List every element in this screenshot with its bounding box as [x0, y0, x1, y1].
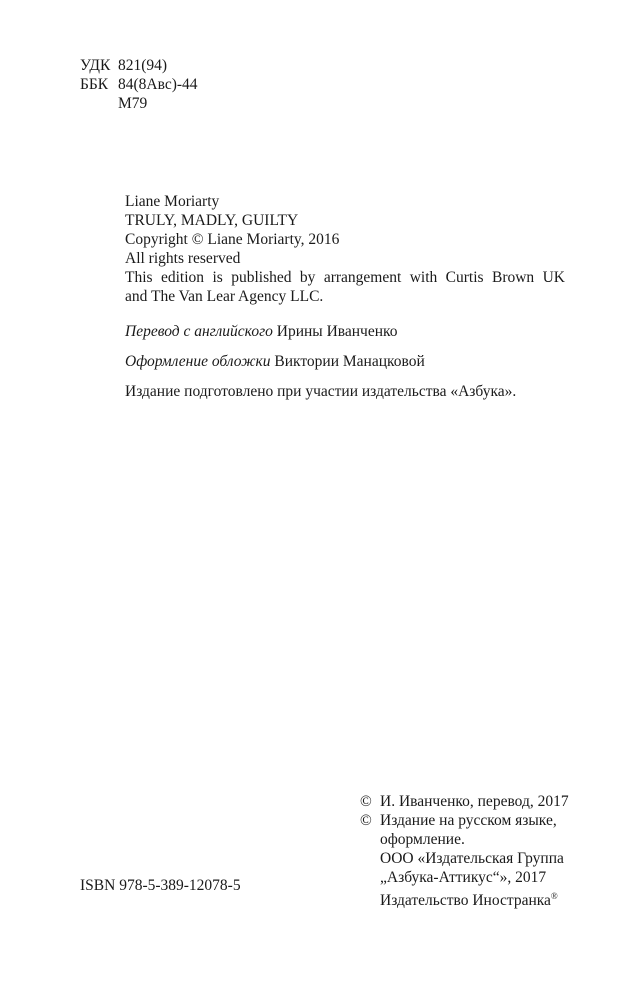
isbn: ISBN 978-5-389-12078-5 [80, 877, 241, 894]
translation-name: Ирины Иванченко [276, 323, 398, 340]
copyright-entry2-line1: Издание на русском языке, [380, 812, 557, 829]
author-mark-line [80, 94, 198, 113]
author-mark: М79 [118, 95, 148, 112]
original-edition-block [125, 192, 565, 306]
copyright-entry2-line4: „Азбука-Аттикус“», 2017 [380, 869, 547, 886]
registered-mark: ® [550, 891, 558, 901]
copyright-entry-edition [360, 811, 580, 830]
cover-name: Виктории Манацковой [274, 353, 425, 370]
cover-label: Оформление обложки [125, 353, 271, 370]
prepared-note: Издание подготовлено при участии издательства «Азбука». [125, 383, 517, 400]
translation-label: Перевод с английского [125, 323, 273, 340]
copyright-entry1: И. Иванченко, перевод, 2017 [380, 793, 569, 810]
original-title: TRULY, MADLY, GUILTY [125, 212, 299, 229]
bbk-value: 84(8Авс)-44 [118, 76, 198, 93]
copyright-entry2-line5-wrap [380, 887, 580, 910]
udk-line [80, 56, 198, 75]
copyright-entry2-line3: ООО «Издательская Группа [380, 850, 564, 867]
copyright-entry-translation [360, 792, 580, 811]
copyright-entry2-line5: Издательство Иностранка [380, 892, 551, 909]
original-author: Liane Moriarty [125, 193, 220, 210]
bbk-line [80, 75, 198, 94]
original-copyright: Copyright © Liane Moriarty, 2016 [125, 231, 340, 248]
classification-block [80, 56, 198, 113]
bbk-label: ББК [80, 76, 109, 93]
edition-note-line2: and The Van Lear Agency LLC. [125, 288, 324, 305]
udk-value: 821(94) [118, 57, 168, 74]
copyright-notices [360, 792, 580, 910]
copyright-symbol: © [360, 793, 372, 810]
copyright-symbol: © [360, 812, 372, 829]
udk-label: УДК [80, 57, 111, 74]
original-rights: All rights reserved [125, 250, 241, 267]
copyright-entry2-line2: оформление. [380, 831, 465, 848]
translation-credit [125, 322, 398, 341]
cover-credit [125, 352, 425, 371]
edition-note-line1: This edition is published by arrangement with Curtis Brown UK [125, 269, 565, 286]
